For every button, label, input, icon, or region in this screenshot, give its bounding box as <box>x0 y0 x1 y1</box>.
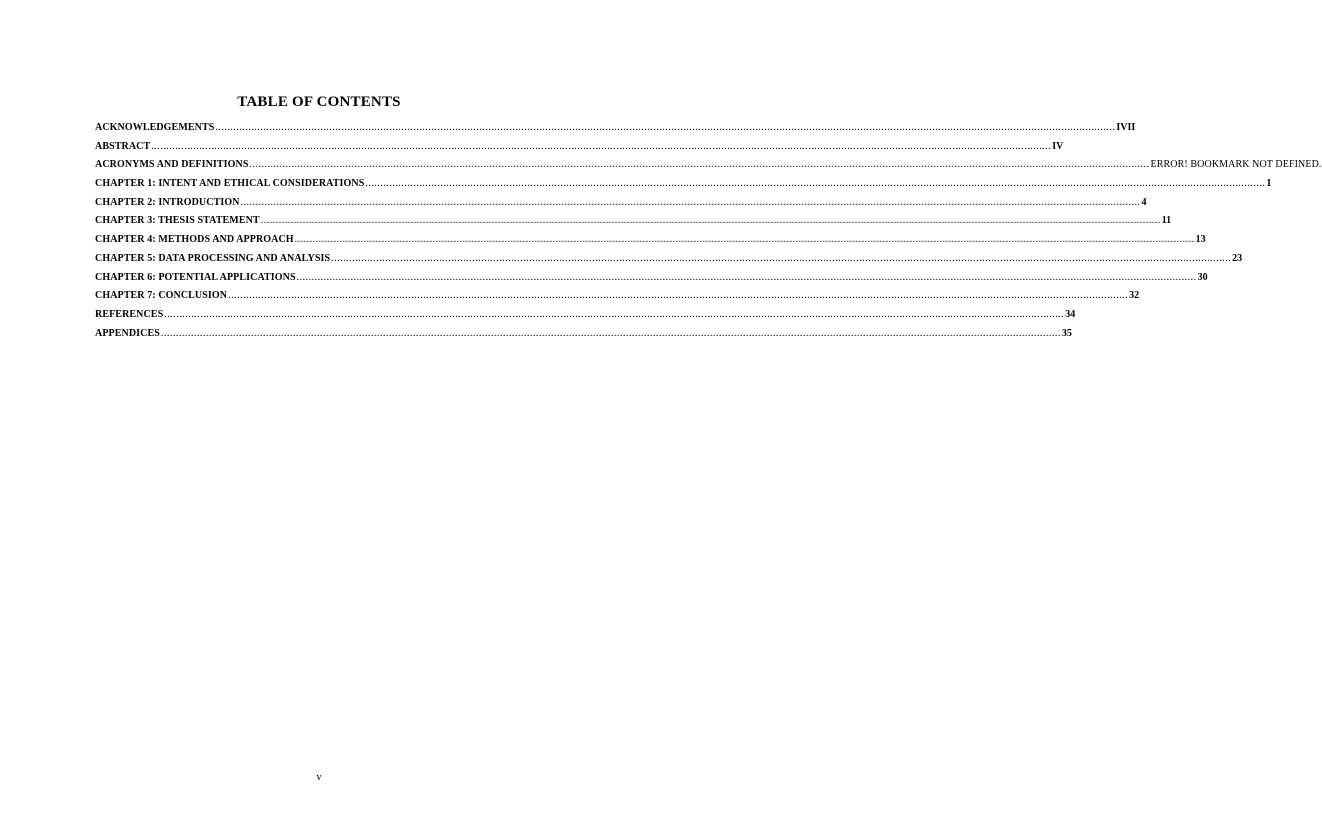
toc-entry-chapter-3[interactable] <box>95 215 1172 234</box>
dot-leader: ............................................................................................................................................................................................................................................................................................................ <box>228 290 1129 302</box>
dot-leader: ............................................................................................................................................................................................................................................................................................................ <box>296 271 1197 283</box>
toc-entry-page: 35 <box>1061 327 1072 339</box>
toc-entry-page: IV <box>1052 140 1064 152</box>
toc-entry-label: ACRONYMS AND DEFINITIONS <box>95 159 249 171</box>
toc-entry-label: CHAPTER 6: POTENTIAL APPLICATIONS <box>95 271 296 283</box>
toc-entry-chapter-7[interactable] <box>95 290 1140 309</box>
dot-leader: ............................................................................................................................................................................................................................................................................................................ <box>260 215 1161 227</box>
toc-entry-label: REFERENCES <box>95 308 164 320</box>
toc-entry-page: 30 <box>1197 271 1208 283</box>
toc-entry-label: CHAPTER 2: INTRODUCTION <box>95 196 240 208</box>
toc-entry-references[interactable] <box>95 308 1076 328</box>
dot-leader: ............................................................................................................................................................................................................................................................................................................ <box>249 159 1150 171</box>
toc-entry-label: CHAPTER 3: THESIS STATEMENT <box>95 215 260 227</box>
toc-entry-label: ACKNOWLEDGEMENTS <box>95 122 215 133</box>
toc-entry-label: CHAPTER 5: DATA PROCESSING AND ANALYSIS <box>95 252 331 264</box>
dot-leader: ............................................................................................................................................................................................................................................................................................................ <box>294 234 1195 246</box>
toc-entry-chapter-5[interactable] <box>95 252 1243 272</box>
toc-entry-label: APPENDICES <box>95 327 160 339</box>
toc-entry-label: ABSTRACT <box>95 140 151 152</box>
dot-leader: ............................................................................................................................................................................................................................................................................................................ <box>164 308 1065 320</box>
dot-leader: ............................................................................................................................................................................................................................................................................................................ <box>331 252 1232 264</box>
toc-entry-label: CHAPTER 1: INTENT AND ETHICAL CONSIDERATIONS <box>95 178 365 190</box>
toc-entry-chapter-4[interactable] <box>95 234 1206 253</box>
toc-entry-page: 1 <box>1266 178 1272 190</box>
toc-entry-chapter-1[interactable] <box>95 178 1272 197</box>
toc-title: TABLE OF CONTENTS <box>237 94 401 110</box>
toc-entry-page: IVII <box>1116 122 1136 133</box>
toc-entry-label: CHAPTER 4: METHODS AND APPROACH <box>95 234 294 246</box>
toc-entry-page: 13 <box>1195 234 1206 246</box>
toc-entry-label: CHAPTER 7: CONCLUSION <box>95 290 228 302</box>
toc-entry-abstract[interactable] <box>95 140 1064 160</box>
toc-entry-page: 23 <box>1232 252 1243 264</box>
toc-entry-page: 4 <box>1141 196 1147 208</box>
toc-list <box>95 122 1322 346</box>
toc-entry-acknowledgements[interactable] <box>95 122 1136 141</box>
dot-leader: ............................................................................................................................................................................................................................................................................................................ <box>365 178 1266 190</box>
toc-entry-page: 11 <box>1161 215 1172 227</box>
toc-entry-appendices[interactable] <box>95 327 1072 347</box>
dot-leader: ............................................................................................................................................................................................................................................................................................................ <box>151 140 1052 152</box>
toc-entry-page-error: ERROR! BOOKMARK NOT DEFINED. <box>1150 159 1322 171</box>
toc-entry-page: 34 <box>1065 308 1076 320</box>
dot-leader: ............................................................................................................................................................................................................................................................................................................ <box>240 196 1141 208</box>
toc-entry-chapter-2[interactable] <box>95 196 1147 216</box>
page-number: v <box>316 772 322 783</box>
toc-entry-acronyms[interactable] <box>95 159 1322 178</box>
toc-entry-chapter-6[interactable] <box>95 271 1208 291</box>
dot-leader: ............................................................................................................................................................................................................................................................................................................ <box>160 327 1061 339</box>
toc-entry-page: 32 <box>1129 290 1140 302</box>
dot-leader: ............................................................................................................................................................................................................................................................................................................ <box>215 122 1116 133</box>
